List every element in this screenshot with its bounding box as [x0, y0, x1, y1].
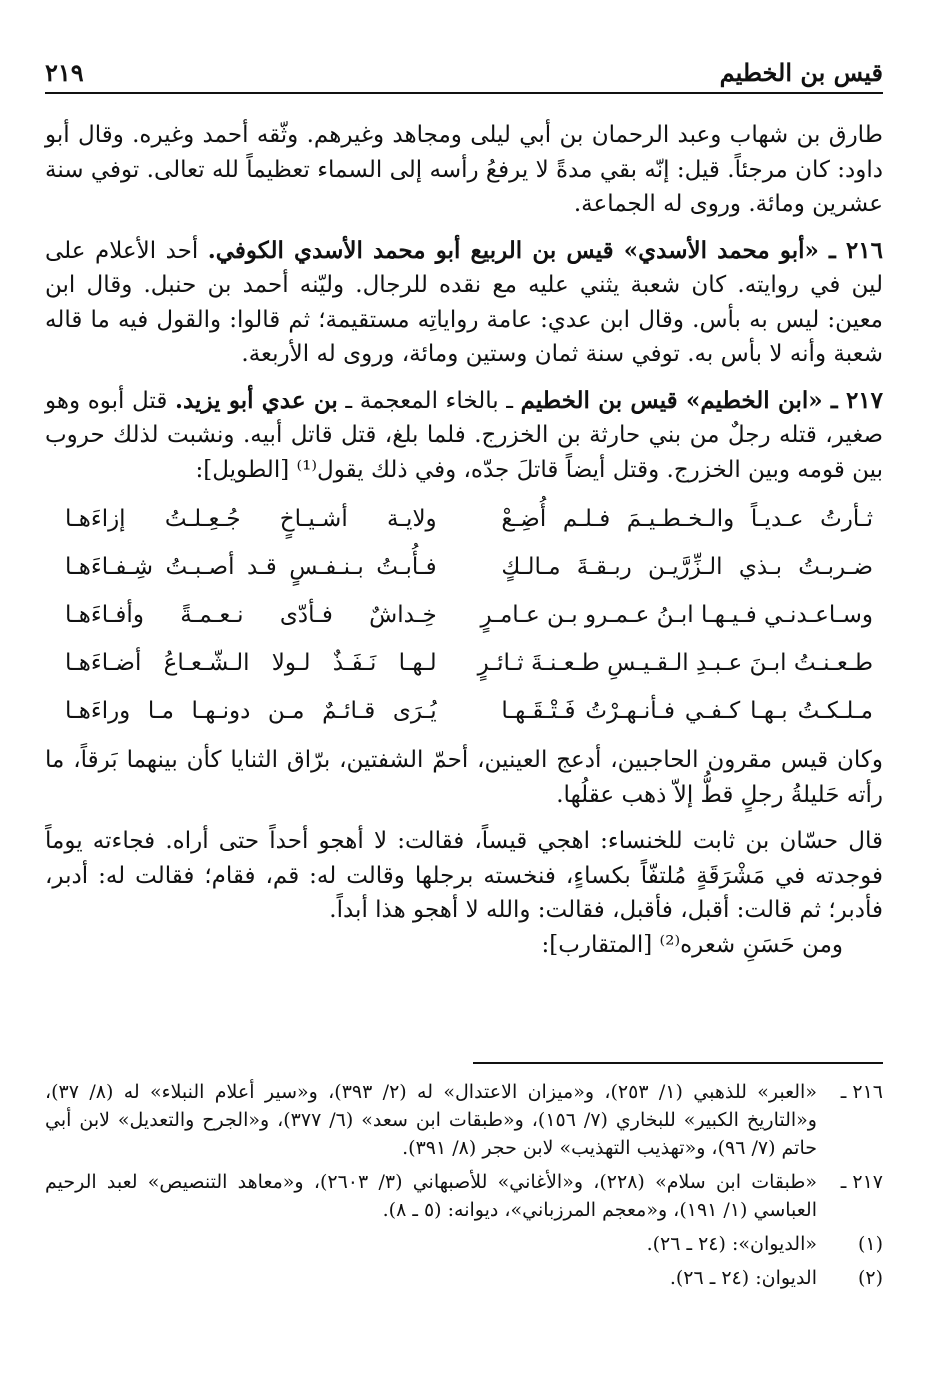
verse-3-first-hemistich: وسـاعـدنـي فـيـهـا ابـنُ عـمـرو بـن عـامـرٍ [480, 602, 873, 628]
footnote [45, 1078, 883, 1162]
verse-3 [65, 591, 873, 639]
verse-5-second-hemistich: يُـرَى قـائـمٌ مـن دونـهـا مـا وراءَهـا [65, 698, 437, 724]
verse-4 [65, 639, 873, 687]
footnote [45, 1230, 883, 1258]
footnotes [45, 1078, 883, 1298]
entry-216-body: أحد الأعلام على لين في روايته. كان شعبة يثني عليه مع نقده للرجال. وليّنه أحمد بن حنبل. وقال ابن معين: ليس به بأس. وقال ابن عدي: عامة رواياتِه مستقيمة؛ ثم قالوا: والقول فيه ما قاله شعبة وأنه لا بأس به. توفي سنة ثمان وستين ومائة، وروى له الأربعة. [45, 237, 883, 367]
verse-3-second-hemistich: خِـداشٌ فـأدّى نـعـمـةً وأفـاءَهـا [65, 602, 437, 628]
footnote [45, 1264, 883, 1292]
entry-216 [45, 234, 883, 372]
page-number: ٢١٩ [45, 58, 84, 87]
running-title: قيس بن الخطيم [719, 58, 883, 87]
verse-5-first-hemistich: مـلـكـتُ بـهـا كـفـي فـأنـهـرْتُ فَـتْـقَـهـا [501, 698, 873, 724]
paragraph-continuation: طارق بن شهاب وعبد الرحمان بن أبي ليلى ومجاهد وغيرهم. وثّقه أحمد وغيره. وقال أبو داود: كان مرجئاً. قيل: إنّه بقي مدةً لا يرفعُ رأسه إلى السماء تعظيماً لله تعالى. توفي سنة عشرين ومائة. وروى له الجماعة. [45, 122, 883, 217]
footnote-text: الديوان: (٢٤ ـ ٢٦). [669, 1267, 817, 1289]
footnote-text: «الديوان»: (٢٤ ـ ٢٦). [646, 1233, 817, 1255]
paragraph-description: وكان قيس مقرون الحاجبين، أدعج العينين، أحمّ الشفتين، برّاق الثنايا كأن بينهما بَرقاً، ما رأته حَليلةُ رجلٍ قطُّ إلاّ ذهب عقلُها. [45, 747, 883, 808]
footnote-text: «العبر» للذهبي (١/ ٢٥٣)، و«ميزان الاعتدال» له (٢/ ٣٩٣)، و«سير أعلام النبلاء» له (٨/ ٣٧)، و«التاريخ الكبير» للبخاري (٧/ ١٥٦)، و«طبقات ابن سعد» (٦/ ٣٧٧)، و«الجرح والتعديل» لابن أبي حاتم (٧/ ٩٦)، و«تهذيب التهذيب» لابن حجر (٨/ ٣٩١). [45, 1081, 817, 1159]
verse-1-second-hemistich: ولايـة أشـيـاخٍ جُـعِـلـتُ إزاءَهـا [65, 506, 437, 532]
footnote-number: (٢) [857, 1267, 883, 1289]
footnote-text: «طبقات ابن سلام» (٢٢٨)، و«الأغاني» للأصبهاني (٣/ ٢٦٠٣)، و«معاهد التنصيص» لعبد الرحيم العباسي (١/ ١٩١)، و«معجم المرزباني»، ديوانه: (٥ ـ ٨). [45, 1171, 817, 1221]
entry-217-spelling-note: ـ بالخاء المعجمة ـ [337, 387, 521, 414]
footnote-number: ٢١٧ ـ [840, 1171, 883, 1193]
entry-217-body: قتل أبوه وهو صغير، قتله رجلٌ من بني حارثة بن الخزرج. فلما بلغ، قتل قاتل أبيه. ونشبت لذلك حروب بين قومه وبين الخزرج. وقتل أيضاً قاتلَ جدّه، وفي ذلك يقول⁽¹⁾ [الطويل]: [45, 387, 883, 483]
entry-217-heading: ٢١٧ ـ «ابن الخطيم» قيس بن الخطيم [520, 386, 884, 414]
running-header [45, 52, 883, 94]
verse-2 [65, 543, 873, 591]
verse-1 [65, 495, 873, 543]
entry-217-heading-lineage: بن عدي أبو يزيد. [174, 386, 338, 414]
paragraph-poem-intro: ومن حَسَنِ شعره⁽²⁾ [المتقارب]: [541, 931, 843, 958]
entry-216-heading: ٢١٦ ـ «أبو محمد الأسدي» قيس بن الربيع أبو محمد الأسدي الكوفي. [207, 236, 883, 264]
footnote-number: (١) [857, 1233, 883, 1255]
poem [65, 495, 873, 735]
entry-217 [45, 384, 883, 488]
main-text [45, 118, 883, 962]
verse-5 [65, 687, 873, 735]
paragraph-anecdote: قال حسّان بن ثابت للخنساء: اهجي قيساً، فقالت: لا أهجو أحداً حتى أراه. فجاءته يوماً فوجدته في مَشْرَقَةٍ مُلتفّاً بكساءٍ، فنخسته برجلها وقالت له: قم، فقام؛ فقالت له: أدبر، فأدبر؛ ثم قالت: أقبل، فأقبل، فقالت: والله لا أهجو هذا أبداً. [45, 828, 883, 923]
verse-2-first-hemistich: ضـربـتُ بـذي الـزِّرَّيـن ربـقـةَ مـالـكٍ [501, 554, 873, 580]
verse-4-first-hemistich: طـعـنـتُ ابـنَ عـبـدِ الـقـيـسِ طـعـنـةَ ثـائـرٍ [477, 650, 873, 676]
footnote-number: ٢١٦ ـ [840, 1081, 883, 1103]
verse-2-second-hemistich: فـأُبـتُ بـنـفـسٍ قـد أصـبـتُ شِـفـاءَهـا [65, 554, 437, 580]
verse-1-first-hemistich: ثـأرتُ عـديـاً والـخـطـيـمَ فـلـم أُضِـعْ [501, 506, 873, 532]
footnote-divider [473, 1062, 883, 1064]
footnote [45, 1168, 883, 1224]
verse-4-second-hemistich: لـهـا نَـفَـذٌ لـولا الـشّـعـاعُ أضـاءَهـا [65, 650, 437, 676]
